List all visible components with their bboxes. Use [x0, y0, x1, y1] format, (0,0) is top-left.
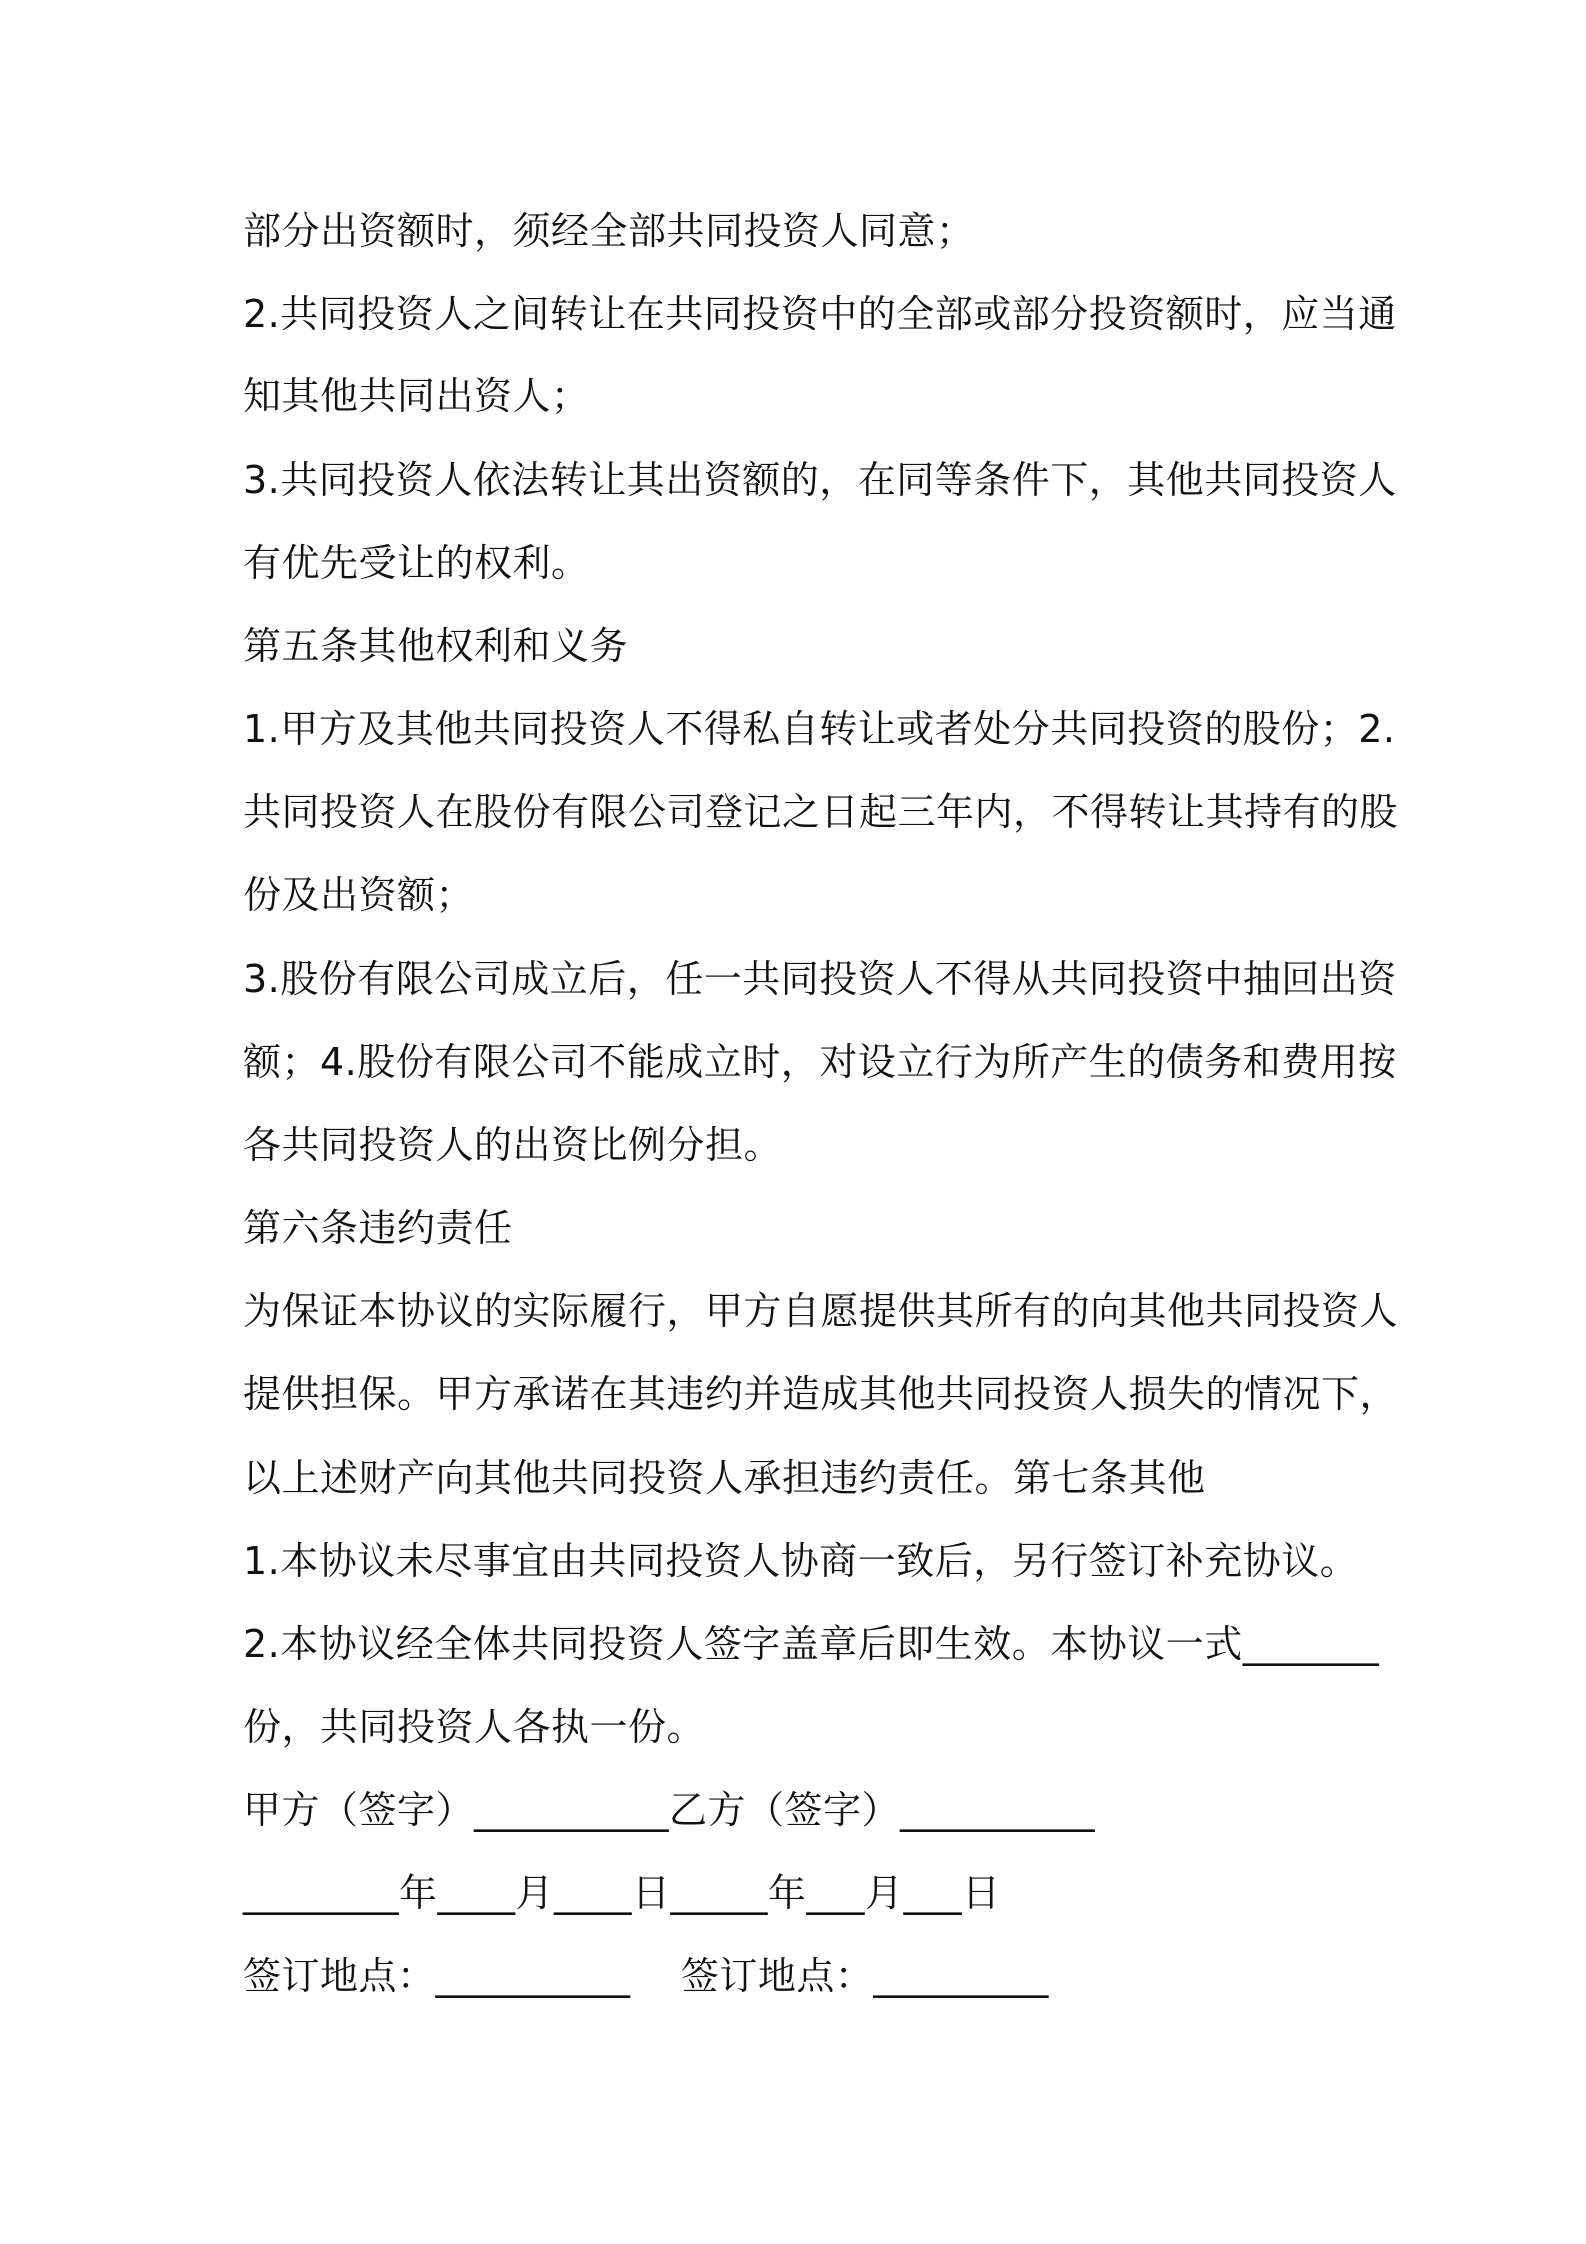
text-line: 提供担保。甲方承诺在其违约并造成其他共同投资人损失的情况下，	[243, 1372, 1399, 1416]
text-line: 知其他共同出资人；	[243, 374, 590, 418]
text-line: 2.共同投资人之间转让在共同投资中的全部或部分投资额时，应当通	[243, 292, 1397, 336]
text-line: 有优先受让的权利。	[243, 541, 590, 585]
text-line: 以上述财产向其他共同投资人承担违约责任。第七条其他	[243, 1456, 1206, 1500]
text-line: 份，共同投资人各执一份。	[243, 1705, 706, 1749]
location-line: 签订地点：__________ 签订地点：_________	[243, 1954, 1049, 1998]
section-heading: 第六条违约责任	[243, 1206, 513, 1250]
signature-line: 甲方（签字）__________乙方（签字）__________	[243, 1788, 1096, 1832]
text-line: 部分出资额时，须经全部共同投资人同意；	[243, 209, 975, 253]
text-line: 1.本协议未尽事宜由共同投资人协商一致后，另行签订补充协议。	[243, 1539, 1359, 1583]
text-line: 3.共同投资人依法转让其出资额的，在同等条件下，其他共同投资人	[243, 458, 1397, 502]
section-heading: 第五条其他权利和义务	[243, 624, 629, 668]
text-line: 1.甲方及其他共同投资人不得私自转让或者处分共同投资的股份；2.	[243, 707, 1396, 751]
text-line: 2.本协议经全体共同投资人签字盖章后即生效。本协议一式_______	[243, 1622, 1380, 1666]
date-line: ________年____月____日_____年___月___日	[243, 1871, 1001, 1915]
text-line: 共同投资人在股份有限公司登记之日起三年内，不得转让其持有的股	[243, 790, 1399, 834]
text-line: 额；4.股份有限公司不能成立时，对设立行为所产生的债务和费用按	[243, 1040, 1397, 1084]
text-line: 份及出资额；	[243, 873, 475, 917]
text-line: 各共同投资人的出资比例分担。	[243, 1123, 783, 1167]
text-line: 3.股份有限公司成立后，任一共同投资人不得从共同投资中抽回出资	[243, 957, 1397, 1001]
text-line: 为保证本协议的实际履行，甲方自愿提供其所有的向其他共同投资人	[243, 1289, 1399, 1333]
